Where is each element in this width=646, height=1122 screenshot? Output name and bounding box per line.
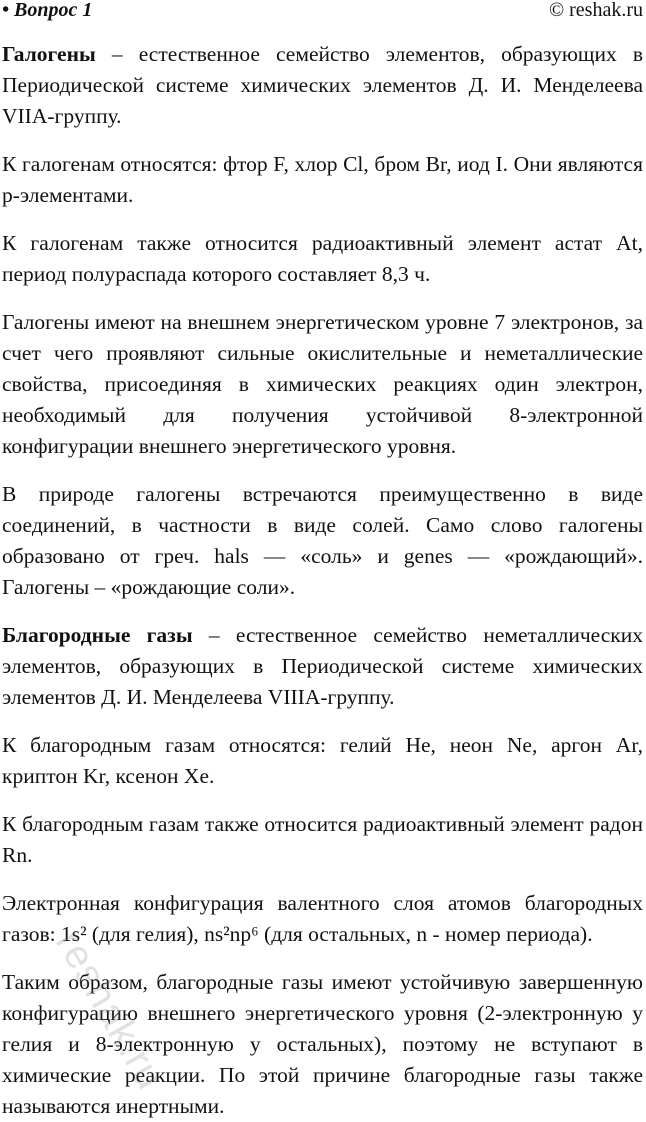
term-halogens: Галогены	[2, 42, 96, 66]
paragraph-radon: К благородным газам также относится радиоактивный элемент радон Rn.	[2, 812, 643, 867]
paragraph-noble-gases-definition	[2, 620, 643, 713]
paragraph-text: – естественное семейство элементов, образующих в Периодической системе химических элементов Д. И. Менделеева VIIA-группу.	[2, 42, 643, 128]
paragraph-halogens-definition	[2, 39, 643, 132]
copyright-site: © reshak.ru	[548, 0, 643, 21]
watermark: reshak.ru	[46, 923, 173, 1098]
page-header	[2, 0, 643, 22]
paragraph-halogens-electrons: Галогены имеют на внешнем энергетическом уровне 7 электронов, за счет чего проявляют сильные окислительные и неметаллические свойства, присоединяя в химических реакциях один электрон, необходимый для получения устойчивой 8-электронной конфигурации внешнего энергетического уровня.	[2, 310, 643, 458]
question-label: • Вопрос 1	[2, 0, 93, 21]
paragraph-electron-configuration: Электронная конфигурация валентного слоя атомов благородных газов: 1s² (для гелия), ns²np⁶ (для остальных, n - номер периода).	[2, 891, 643, 946]
paragraph-inert-gases: Таким образом, благородные газы имеют устойчивую завершенную конфигурацию внешнего энергетического уровня (2-электронную у гелия и 8-электронную у остальных), поэтому не вступают в химические реакции. По этой причине благородные газы также называются инертными.	[2, 970, 643, 1118]
term-noble-gases: Благородные газы	[2, 623, 193, 647]
paragraph-halogens-nature: В природе галогены встречаются преимущественно в виде соединений, в частности в виде солей. Само слово галогены образовано от греч. hals — «соль» и genes — «рождающий». Галогены – «рождающие соли».	[2, 482, 643, 599]
paragraph-text: – естественное семейство неметаллических элементов, образующих в Периодической системе химических элементов Д. И. Менделеева VIIIA-группу.	[2, 623, 643, 709]
paragraph-halogens-list: К галогенам относятся: фтор F, хлор Cl, бром Br, иод I. Они являются р-элементами.	[2, 152, 643, 207]
paragraph-astatine: К галогенам также относится радиоактивный элемент астат At, период полураспада которого составляет 8,3 ч.	[2, 231, 643, 286]
paragraph-noble-gases-list: К благородным газам относятся: гелий He, неон Ne, аргон Ar, криптон Kr, ксенон Xe.	[2, 733, 643, 788]
